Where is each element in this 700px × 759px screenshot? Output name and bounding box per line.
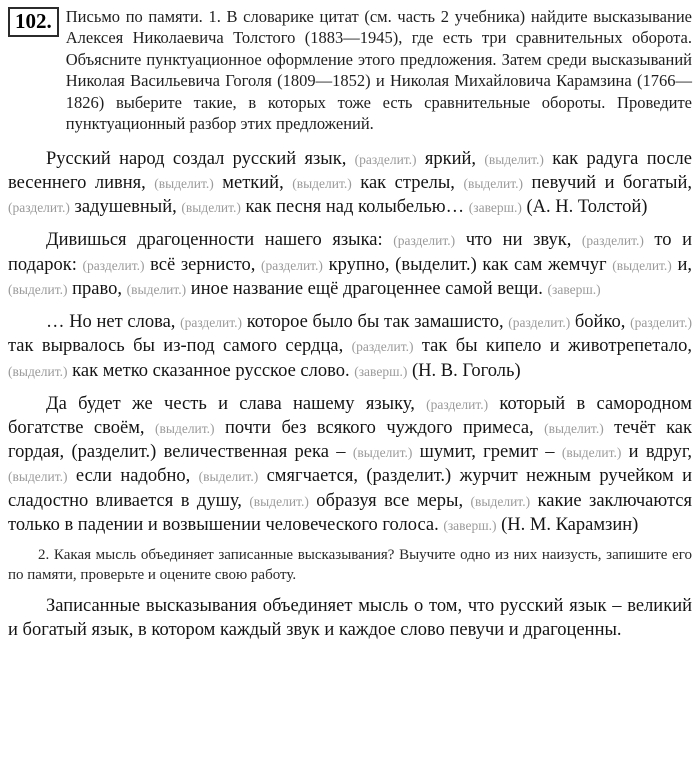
quote-paragraph-gogol-2 (8, 310, 692, 383)
quote-text: почти без всякого чуждого примеса, (214, 417, 545, 438)
spacer (8, 383, 692, 392)
quote-text: течёт как гордая, (разделит.) величественная река – (8, 417, 693, 463)
punctuation-hint: (выделит.) (352, 445, 413, 461)
quote-text: всё зернисто, (144, 254, 262, 275)
spacer (8, 301, 692, 310)
punctuation-hint: (выделит.) (126, 281, 187, 297)
quote-text: которое было бы так замашисто, (242, 312, 509, 333)
quote-text: и вдруг, (621, 442, 692, 463)
quote-text: так бы кипело и животрепетало, (413, 336, 692, 357)
quote-paragraph-gogol-1 (8, 228, 692, 301)
punctuation-hint: (заверш.) (443, 517, 497, 533)
quote-text: (Н. М. Карамзин) (496, 514, 639, 535)
punctuation-hint: (разделит.) (581, 233, 644, 249)
punctuation-hint: (выделит.) (155, 420, 215, 436)
quote-text: какие заключаются только в падении и возвышении человеческого голоса. (8, 490, 693, 535)
punctuation-hint: (выделит.) (292, 175, 352, 191)
punctuation-hint: (разделит.) (351, 339, 414, 355)
quote-text: и, (671, 254, 693, 275)
exercise-number: 102. (8, 7, 59, 37)
quote-text: право, (67, 278, 127, 299)
punctuation-hint: (разделит.) (354, 151, 417, 167)
quote-text: (Н. В. Гоголь) (407, 360, 521, 381)
second-task-text: 2. Какая мысль объединяет записанные высказывания? Выучите одно из них наизусть, запишите его по памяти, проверьте и оцените свою работу. (8, 547, 692, 583)
quote-text: (А. Н. Толстой) (521, 197, 648, 218)
quote-text: смягчается, (разделит.) журчит нежным ручейком и сладостно вливается в душу, (8, 466, 693, 511)
spacer (0, 135, 700, 147)
quotes-block (0, 147, 700, 643)
quote-text: Русский народ создал русский язык, (46, 148, 355, 169)
punctuation-hint: (разделит.) (261, 257, 323, 273)
punctuation-hint: (выделит.) (181, 200, 241, 216)
spacer (8, 585, 692, 594)
quote-text: меткий, (213, 172, 293, 193)
punctuation-hint: (разделит.) (508, 315, 571, 331)
punctuation-hint: (выделит.) (8, 363, 68, 379)
quote-text: если надобно, (67, 466, 199, 487)
quote-paragraph-tolstoy (8, 147, 692, 220)
quote-text: как песня над колыбелью… (240, 197, 469, 218)
quote-text: как метко сказанное русское слово. (67, 360, 355, 381)
answer-text: Записанные высказывания объединяет мысль о том, что русский язык – великий и богатый язык, в котором каждый звук и каждое слово певучи и драгоценны. (8, 596, 692, 641)
punctuation-hint: (выделит.) (612, 257, 672, 273)
punctuation-hint: (выделит.) (561, 445, 622, 461)
punctuation-hint: (выделит.) (484, 151, 544, 167)
quote-text: то и подарок: (8, 230, 692, 275)
quote-text: как стрелы, (351, 172, 464, 193)
punctuation-hint: (заверш.) (468, 200, 522, 216)
punctuation-hint: (разделит.) (180, 315, 242, 331)
punctuation-hint: (выделит.) (249, 493, 309, 509)
quote-text: так вырвалось бы из-под самого сердца, (8, 336, 352, 357)
quote-text: Дивишься драгоценности нашего языка: (46, 230, 394, 251)
quote-text: певучий и богатый, (522, 172, 692, 193)
punctuation-hint: (разделит.) (630, 315, 692, 331)
quote-paragraph-karamzin (8, 392, 692, 537)
exercise-task-text: Письмо по памяти. 1. В словарике цитат (см. часть 2 учебника) найдите высказывание Алексея Николаевича Толстого (1883—1945), где есть три сравнительных оборота. Объясните пунктуационное оформление этого предложения. Затем среди высказываний Николая Васильевича Гоголя (1809—1852) и Николая Михайловича Карамзина (1766—1826) выберите такие, в которых тоже есть сравнительные обороты. Проведите пунктуационный разбор этих предложений. (65, 7, 692, 134)
punctuation-hint: (выделит.) (8, 469, 68, 485)
quote-text: что ни звук, (455, 230, 582, 251)
punctuation-hint: (выделит.) (544, 420, 604, 436)
exercise-header (0, 0, 700, 135)
punctuation-hint: (выделит.) (463, 175, 523, 191)
punctuation-hint: (разделит.) (8, 200, 70, 216)
punctuation-hint: (разделит.) (82, 257, 145, 273)
punctuation-hint: (заверш.) (547, 281, 601, 297)
spacer (8, 219, 692, 228)
quote-text: крупно, (выделит.) как сам жемчуг (322, 254, 613, 275)
quote-text: иное название ещё драгоценнее самой вещи. (186, 278, 548, 299)
quote-text: образуя все меры, (308, 490, 471, 511)
quote-text: который в самородном богатстве своём, (8, 393, 693, 438)
punctuation-hint: (разделит.) (393, 233, 456, 249)
punctuation-hint: (выделит.) (8, 281, 68, 297)
punctuation-hint: (выделит.) (198, 469, 259, 485)
punctuation-hint: (выделит.) (154, 175, 214, 191)
quote-text: шумит, гремит – (412, 442, 562, 463)
punctuation-hint: (разделит.) (426, 396, 489, 412)
quote-text: как радуга после весеннего ливня, (8, 148, 692, 193)
punctuation-hint: (выделит.) (470, 493, 531, 509)
quote-text: бойко, (570, 312, 631, 333)
quote-text: задушевный, (69, 197, 182, 218)
spacer (8, 537, 692, 546)
quote-text: … Но нет слова, (46, 312, 181, 333)
quote-text: Да будет же честь и слава нашему языку, (46, 393, 427, 414)
quote-text: яркий, (416, 148, 485, 169)
punctuation-hint: (заверш.) (354, 363, 408, 379)
